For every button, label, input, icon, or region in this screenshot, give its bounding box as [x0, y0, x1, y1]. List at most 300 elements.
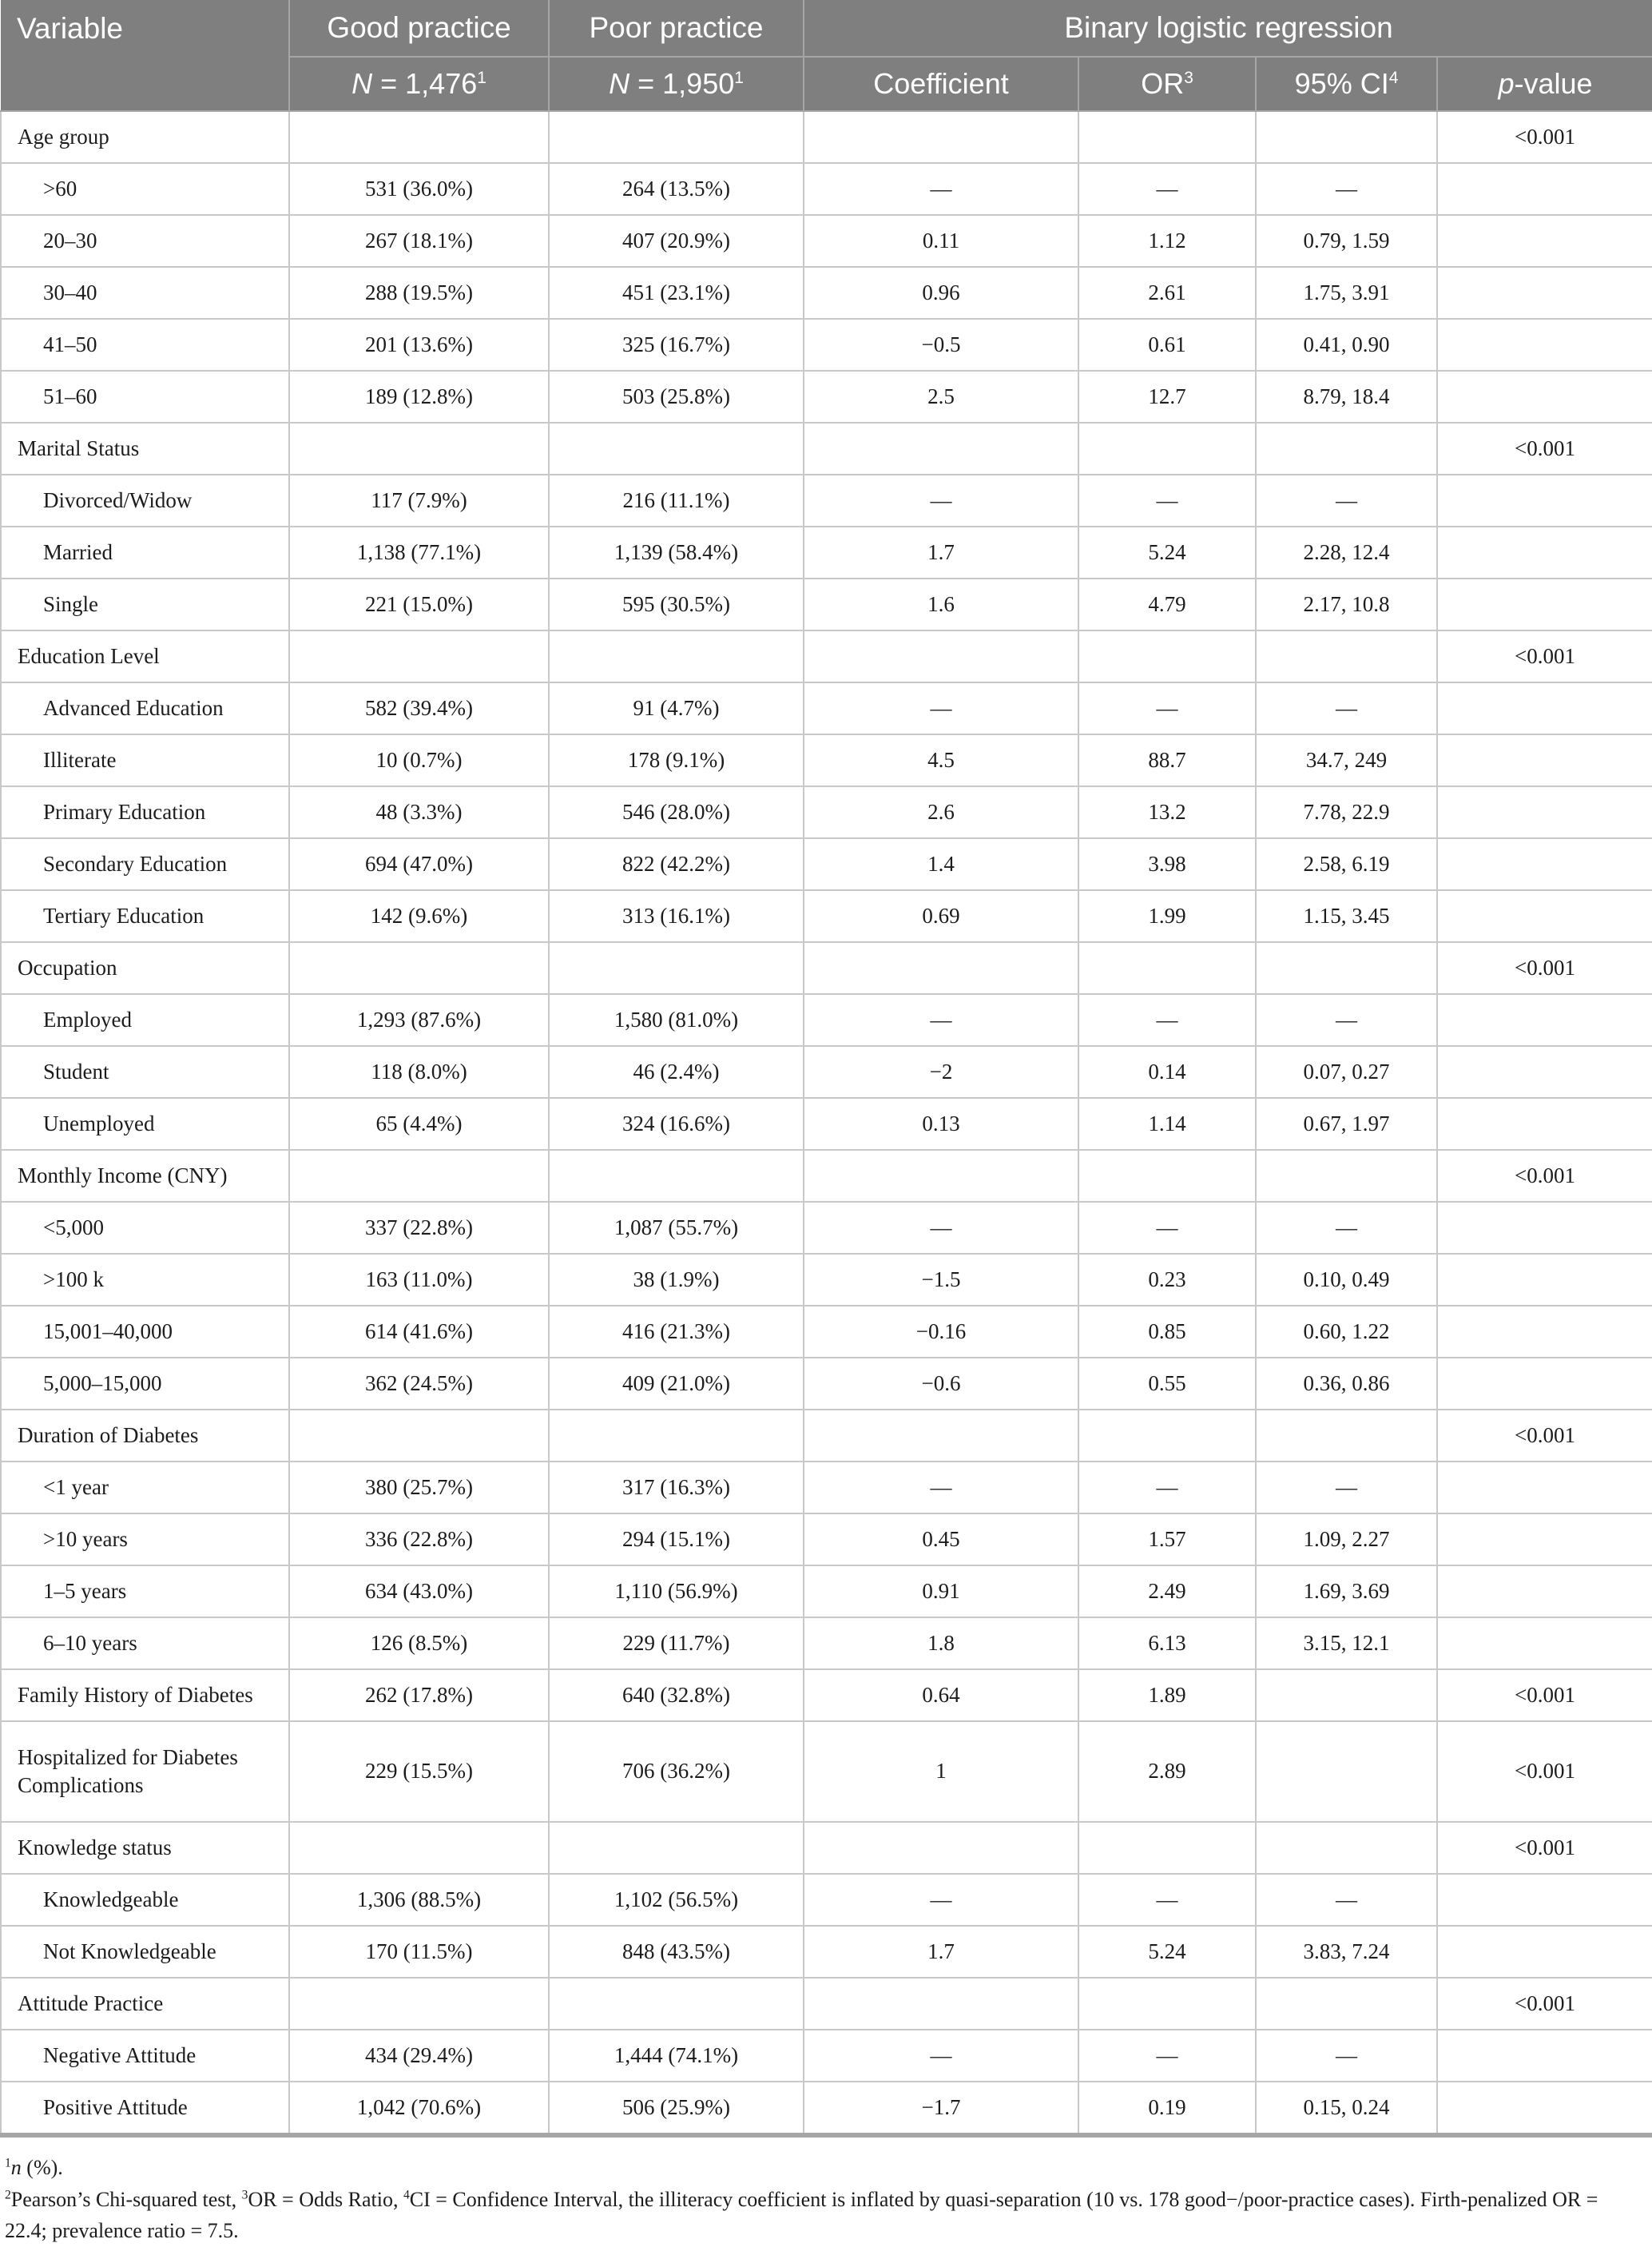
row-label: Employed: [1, 994, 289, 1046]
ci-value: [1256, 423, 1437, 475]
ci-value: 2.17, 10.8: [1256, 579, 1437, 630]
or-value: —: [1078, 1462, 1256, 1513]
or-value: [1078, 423, 1256, 475]
p-value: [1437, 215, 1652, 267]
row-label: >100 k: [1, 1254, 289, 1306]
or-value: [1078, 1822, 1256, 1874]
poor-practice-value: [549, 630, 804, 682]
table-row: [1, 579, 1652, 630]
p-value: [1437, 1926, 1652, 1978]
header-row-1: [1, 0, 1652, 57]
poor-practice-value: 1,580 (81.0%): [549, 994, 804, 1046]
row-label: Advanced Education: [1, 682, 289, 734]
good-practice-value: 262 (17.8%): [289, 1669, 549, 1721]
coefficient-value: —: [804, 2030, 1078, 2082]
ci-value: 0.67, 1.97: [1256, 1098, 1437, 1150]
ci-value: [1256, 111, 1437, 163]
footnote-2: $^2$Pearson’s Chi-squared test, $^3$OR = Odds Ratio, $^4$CI = Confidence Interval, the illiteracy coefficient is inflated by quasi-separation (10 vs. 178 good−/poor-practice cases). Firth-penalized OR = 22.4; prevalence ratio = 7.5.: [5, 2187, 1598, 2243]
ci-value: 1.69, 3.69: [1256, 1565, 1437, 1617]
good-practice-header: Good practice: [289, 0, 549, 57]
or-value: 5.24: [1078, 1926, 1256, 1978]
coefficient-value: —: [804, 475, 1078, 527]
coefficient-value: −1.5: [804, 1254, 1078, 1306]
or-value: —: [1078, 2030, 1256, 2082]
poor-practice-value: 294 (15.1%): [549, 1513, 804, 1565]
table-row: [1, 1462, 1652, 1513]
ci-value: —: [1256, 2030, 1437, 2082]
coefficient-value: 1.4: [804, 838, 1078, 890]
poor-practice-value: 1,444 (74.1%): [549, 2030, 804, 2082]
row-label: >60: [1, 163, 289, 215]
ci-value: [1256, 942, 1437, 994]
coefficient-value: 0.13: [804, 1098, 1078, 1150]
table-row: [1, 786, 1652, 838]
ci-value: 0.60, 1.22: [1256, 1306, 1437, 1358]
table-row: [1, 1358, 1652, 1410]
p-value: [1437, 1565, 1652, 1617]
table-header: [1, 0, 1652, 111]
good-practice-value: 163 (11.0%): [289, 1254, 549, 1306]
or-value: 2.61: [1078, 267, 1256, 319]
or-value: [1078, 942, 1256, 994]
coefficient-value: 2.6: [804, 786, 1078, 838]
group-row: [1, 111, 1652, 163]
row-label: Tertiary Education: [1, 890, 289, 942]
good-practice-value: 118 (8.0%): [289, 1046, 549, 1098]
or-value: 0.61: [1078, 319, 1256, 371]
ci-value: —: [1256, 163, 1437, 215]
or-value: [1078, 111, 1256, 163]
good-practice-value: 288 (19.5%): [289, 267, 549, 319]
coefficient-value: −1.7: [804, 2082, 1078, 2135]
poor-practice-value: [549, 942, 804, 994]
row-label: 1–5 years: [1, 1565, 289, 1617]
good-practice-value: 1,293 (87.6%): [289, 994, 549, 1046]
p-value: [1437, 475, 1652, 527]
coefficient-value: [804, 1978, 1078, 2030]
good-practice-value: [289, 111, 549, 163]
ci-value: 1.15, 3.45: [1256, 890, 1437, 942]
p-value: [1437, 1046, 1652, 1098]
row-label: Student: [1, 1046, 289, 1098]
or-value: 0.14: [1078, 1046, 1256, 1098]
group-row: [1, 1150, 1652, 1202]
good-practice-value: 201 (13.6%): [289, 319, 549, 371]
coefficient-value: 1.6: [804, 579, 1078, 630]
table-row: [1, 734, 1652, 786]
ci-value: 0.36, 0.86: [1256, 1358, 1437, 1410]
poor-practice-value: 546 (28.0%): [549, 786, 804, 838]
good-practice-value: 10 (0.7%): [289, 734, 549, 786]
p-value: [1437, 1617, 1652, 1669]
good-practice-value: [289, 423, 549, 475]
poor-practice-value: 451 (23.1%): [549, 267, 804, 319]
poor-practice-value: [549, 1822, 804, 1874]
p-value: <0.001: [1437, 630, 1652, 682]
p-value: <0.001: [1437, 1410, 1652, 1462]
p-value: [1437, 682, 1652, 734]
row-label: <5,000: [1, 1202, 289, 1254]
row-label: Duration of Diabetes: [1, 1410, 289, 1462]
coefficient-value: [804, 1822, 1078, 1874]
coefficient-value: 1: [804, 1721, 1078, 1822]
good-practice-value: 694 (47.0%): [289, 838, 549, 890]
p-value: [1437, 2030, 1652, 2082]
p-value: <0.001: [1437, 1150, 1652, 1202]
good-practice-value: 142 (9.6%): [289, 890, 549, 942]
row-label: Single: [1, 579, 289, 630]
good-practice-value: 531 (36.0%): [289, 163, 549, 215]
regression-group-header: Binary logistic regression: [804, 0, 1652, 57]
or-value: 2.89: [1078, 1721, 1256, 1822]
or-value: 0.19: [1078, 2082, 1256, 2135]
p-value: <0.001: [1437, 1721, 1652, 1822]
or-value: 1.99: [1078, 890, 1256, 942]
poor-practice-value: 595 (30.5%): [549, 579, 804, 630]
poor-practice-value: 1,087 (55.7%): [549, 1202, 804, 1254]
row-label: 5,000–15,000: [1, 1358, 289, 1410]
row-label: Monthly Income (CNY): [1, 1150, 289, 1202]
ci-value: [1256, 1669, 1437, 1721]
ci-value: 0.15, 0.24: [1256, 2082, 1437, 2135]
ci-value: [1256, 630, 1437, 682]
or-value: 88.7: [1078, 734, 1256, 786]
poor-practice-header: Poor practice: [549, 0, 804, 57]
table-row: [1, 527, 1652, 579]
or-value: —: [1078, 1874, 1256, 1926]
table-row: [1, 890, 1652, 942]
row-label: Knowledgeable: [1, 1874, 289, 1926]
ci-value: 2.28, 12.4: [1256, 527, 1437, 579]
or-value: 1.57: [1078, 1513, 1256, 1565]
poor-practice-value: 506 (25.9%): [549, 2082, 804, 2135]
ci-value: 1.75, 3.91: [1256, 267, 1437, 319]
ci-value: 7.78, 22.9: [1256, 786, 1437, 838]
or-value: [1078, 1150, 1256, 1202]
p-value: <0.001: [1437, 423, 1652, 475]
group-row: [1, 1978, 1652, 2030]
table-row: [1, 1306, 1652, 1358]
row-label: Marital Status: [1, 423, 289, 475]
row-label: Not Knowledgeable: [1, 1926, 289, 1978]
coefficient-value: 0.64: [804, 1669, 1078, 1721]
row-label: Hospitalized for Diabetes Complications: [1, 1721, 289, 1822]
p-value: [1437, 527, 1652, 579]
row-label: 6–10 years: [1, 1617, 289, 1669]
table-row: [1, 1926, 1652, 1978]
ci-header: 95% $CI^4$: [1256, 57, 1437, 111]
coefficient-value: [804, 942, 1078, 994]
ci-value: 0.79, 1.59: [1256, 215, 1437, 267]
coefficient-value: 4.5: [804, 734, 1078, 786]
good-practice-value: 634 (43.0%): [289, 1565, 549, 1617]
poor-practice-value: 178 (9.1%): [549, 734, 804, 786]
table-row: [1, 2082, 1652, 2135]
poor-practice-value: 264 (13.5%): [549, 163, 804, 215]
or-value: [1078, 630, 1256, 682]
good-practice-value: [289, 630, 549, 682]
table-row: [1, 163, 1652, 215]
good-practice-value: 126 (8.5%): [289, 1617, 549, 1669]
table-row: [1, 1617, 1652, 1669]
ci-value: [1256, 1721, 1437, 1822]
ci-value: 2.58, 6.19: [1256, 838, 1437, 890]
row-label: Age group: [1, 111, 289, 163]
coefficient-value: 1.8: [804, 1617, 1078, 1669]
good-practice-value: 189 (12.8%): [289, 371, 549, 423]
coefficient-value: [804, 111, 1078, 163]
or-value: 0.23: [1078, 1254, 1256, 1306]
good-practice-value: [289, 1822, 549, 1874]
row-label: Family History of Diabetes: [1, 1669, 289, 1721]
p-value: <0.001: [1437, 942, 1652, 994]
footnotes: [0, 2138, 1652, 2247]
or-value: 0.55: [1078, 1358, 1256, 1410]
poor-practice-n-header: $N = 1,950^1$: [549, 57, 804, 111]
coefficient-value: 0.69: [804, 890, 1078, 942]
good-practice-value: 336 (22.8%): [289, 1513, 549, 1565]
coefficient-value: 0.45: [804, 1513, 1078, 1565]
p-value: <0.001: [1437, 111, 1652, 163]
or-value: —: [1078, 1202, 1256, 1254]
p-value: [1437, 579, 1652, 630]
ci-value: 0.41, 0.90: [1256, 319, 1437, 371]
or-value: —: [1078, 682, 1256, 734]
group-row: [1, 942, 1652, 994]
p-value: [1437, 267, 1652, 319]
coefficient-value: −2: [804, 1046, 1078, 1098]
coefficient-header: Coefficient: [804, 57, 1078, 111]
or-value: 5.24: [1078, 527, 1256, 579]
row-label: >10 years: [1, 1513, 289, 1565]
footnote-1: $^1$n (%).: [5, 2156, 63, 2179]
good-practice-value: 229 (15.5%): [289, 1721, 549, 1822]
or-value: 6.13: [1078, 1617, 1256, 1669]
ci-value: 8.79, 18.4: [1256, 371, 1437, 423]
coefficient-value: —: [804, 163, 1078, 215]
poor-practice-value: [549, 1978, 804, 2030]
poor-practice-value: 324 (16.6%): [549, 1098, 804, 1150]
or-value: 4.79: [1078, 579, 1256, 630]
poor-practice-value: 822 (42.2%): [549, 838, 804, 890]
p-value: [1437, 1098, 1652, 1150]
ci-value: 3.15, 12.1: [1256, 1617, 1437, 1669]
row-label: Divorced/Widow: [1, 475, 289, 527]
group-row: [1, 1410, 1652, 1462]
poor-practice-value: 640 (32.8%): [549, 1669, 804, 1721]
or-value: 1.12: [1078, 215, 1256, 267]
p-value: [1437, 890, 1652, 942]
good-practice-value: 267 (18.1%): [289, 215, 549, 267]
poor-practice-value: 848 (43.5%): [549, 1926, 804, 1978]
good-practice-value: 1,042 (70.6%): [289, 2082, 549, 2135]
poor-practice-value: 503 (25.8%): [549, 371, 804, 423]
poor-practice-value: [549, 111, 804, 163]
row-label: Positive Attitude: [1, 2082, 289, 2135]
coefficient-value: 0.91: [804, 1565, 1078, 1617]
poor-practice-value: 38 (1.9%): [549, 1254, 804, 1306]
or-value: —: [1078, 163, 1256, 215]
p-value: [1437, 1513, 1652, 1565]
row-label: 30–40: [1, 267, 289, 319]
row-label: Primary Education: [1, 786, 289, 838]
table-row: [1, 1098, 1652, 1150]
poor-practice-value: 1,102 (56.5%): [549, 1874, 804, 1926]
poor-practice-value: 325 (16.7%): [549, 319, 804, 371]
or-value: 3.98: [1078, 838, 1256, 890]
poor-practice-value: 1,139 (58.4%): [549, 527, 804, 579]
good-practice-value: 221 (15.0%): [289, 579, 549, 630]
p-value: <0.001: [1437, 1978, 1652, 2030]
ci-value: —: [1256, 682, 1437, 734]
ci-value: 1.09, 2.27: [1256, 1513, 1437, 1565]
ci-value: [1256, 1150, 1437, 1202]
p-value: [1437, 1874, 1652, 1926]
or-value: —: [1078, 994, 1256, 1046]
coefficient-value: —: [804, 1874, 1078, 1926]
good-practice-value: 170 (11.5%): [289, 1926, 549, 1978]
poor-practice-value: 91 (4.7%): [549, 682, 804, 734]
table-row: [1, 475, 1652, 527]
p-value: [1437, 1358, 1652, 1410]
coefficient-value: 0.11: [804, 215, 1078, 267]
ci-value: —: [1256, 475, 1437, 527]
or-value: 1.89: [1078, 1669, 1256, 1721]
group-row: [1, 423, 1652, 475]
table-row: [1, 1565, 1652, 1617]
table-row: [1, 2030, 1652, 2082]
row-label: Secondary Education: [1, 838, 289, 890]
good-practice-value: 337 (22.8%): [289, 1202, 549, 1254]
poor-practice-value: 46 (2.4%): [549, 1046, 804, 1098]
poor-practice-value: 216 (11.1%): [549, 475, 804, 527]
or-value: 0.85: [1078, 1306, 1256, 1358]
row-label: <1 year: [1, 1462, 289, 1513]
poor-practice-value: 407 (20.9%): [549, 215, 804, 267]
table-body: [1, 111, 1652, 2135]
table-row: [1, 1513, 1652, 1565]
or-value: 13.2: [1078, 786, 1256, 838]
p-value: [1437, 838, 1652, 890]
or-value: 2.49: [1078, 1565, 1256, 1617]
row-label: 51–60: [1, 371, 289, 423]
or-value: —: [1078, 475, 1256, 527]
poor-practice-value: 229 (11.7%): [549, 1617, 804, 1669]
coefficient-value: —: [804, 682, 1078, 734]
good-practice-value: 614 (41.6%): [289, 1306, 549, 1358]
coefficient-value: 1.7: [804, 527, 1078, 579]
table-row: [1, 215, 1652, 267]
table-row: [1, 1046, 1652, 1098]
good-practice-value: 65 (4.4%): [289, 1098, 549, 1150]
good-practice-value: 1,306 (88.5%): [289, 1874, 549, 1926]
coefficient-value: [804, 423, 1078, 475]
table-row: [1, 682, 1652, 734]
ci-value: —: [1256, 1202, 1437, 1254]
p-value: [1437, 1462, 1652, 1513]
table-row: [1, 371, 1652, 423]
poor-practice-value: 416 (21.3%): [549, 1306, 804, 1358]
coefficient-value: —: [804, 994, 1078, 1046]
ci-value: [1256, 1410, 1437, 1462]
ci-value: 34.7, 249: [1256, 734, 1437, 786]
table-row: [1, 1202, 1652, 1254]
p-value-header: p-value: [1437, 57, 1652, 111]
good-practice-value: 582 (39.4%): [289, 682, 549, 734]
p-value: [1437, 2082, 1652, 2135]
ci-value: 0.07, 0.27: [1256, 1046, 1437, 1098]
poor-practice-value: [549, 1410, 804, 1462]
or-value: [1078, 1978, 1256, 2030]
ci-value: —: [1256, 994, 1437, 1046]
row-label: Occupation: [1, 942, 289, 994]
table-row: [1, 1874, 1652, 1926]
coefficient-value: [804, 1410, 1078, 1462]
table-row: [1, 319, 1652, 371]
table-row: [1, 1669, 1652, 1721]
row-label: Negative Attitude: [1, 2030, 289, 2082]
good-practice-value: 48 (3.3%): [289, 786, 549, 838]
coefficient-value: 0.96: [804, 267, 1078, 319]
p-value: <0.001: [1437, 1822, 1652, 1874]
table-row: [1, 994, 1652, 1046]
ci-value: [1256, 1822, 1437, 1874]
poor-practice-value: 409 (21.0%): [549, 1358, 804, 1410]
coefficient-value: −0.6: [804, 1358, 1078, 1410]
coefficient-value: —: [804, 1202, 1078, 1254]
p-value: [1437, 786, 1652, 838]
good-practice-value: [289, 942, 549, 994]
table-row: [1, 1721, 1652, 1822]
good-practice-value: 1,138 (77.1%): [289, 527, 549, 579]
p-value: [1437, 319, 1652, 371]
good-practice-value: 434 (29.4%): [289, 2030, 549, 2082]
coefficient-value: 2.5: [804, 371, 1078, 423]
ci-value: —: [1256, 1462, 1437, 1513]
row-label: Illiterate: [1, 734, 289, 786]
good-practice-value: [289, 1410, 549, 1462]
group-row: [1, 1822, 1652, 1874]
row-label: Knowledge status: [1, 1822, 289, 1874]
poor-practice-value: 313 (16.1%): [549, 890, 804, 942]
p-value: [1437, 163, 1652, 215]
row-label: 20–30: [1, 215, 289, 267]
coefficient-value: [804, 1150, 1078, 1202]
table-row: [1, 1254, 1652, 1306]
row-label: 41–50: [1, 319, 289, 371]
ci-value: —: [1256, 1874, 1437, 1926]
p-value: [1437, 1202, 1652, 1254]
or-value: [1078, 1410, 1256, 1462]
good-practice-value: [289, 1978, 549, 2030]
coefficient-value: —: [804, 1462, 1078, 1513]
group-row: [1, 630, 1652, 682]
table-row: [1, 838, 1652, 890]
row-label: Married: [1, 527, 289, 579]
p-value: [1437, 1254, 1652, 1306]
poor-practice-value: [549, 1150, 804, 1202]
table-row: [1, 267, 1652, 319]
p-value: [1437, 994, 1652, 1046]
poor-practice-value: 317 (16.3%): [549, 1462, 804, 1513]
row-label: 15,001–40,000: [1, 1306, 289, 1358]
coefficient-value: [804, 630, 1078, 682]
good-practice-n-header: $N = 1,476^1$: [289, 57, 549, 111]
coefficient-value: −0.16: [804, 1306, 1078, 1358]
coefficient-value: 1.7: [804, 1926, 1078, 1978]
ci-value: 3.83, 7.24: [1256, 1926, 1437, 1978]
p-value: [1437, 734, 1652, 786]
